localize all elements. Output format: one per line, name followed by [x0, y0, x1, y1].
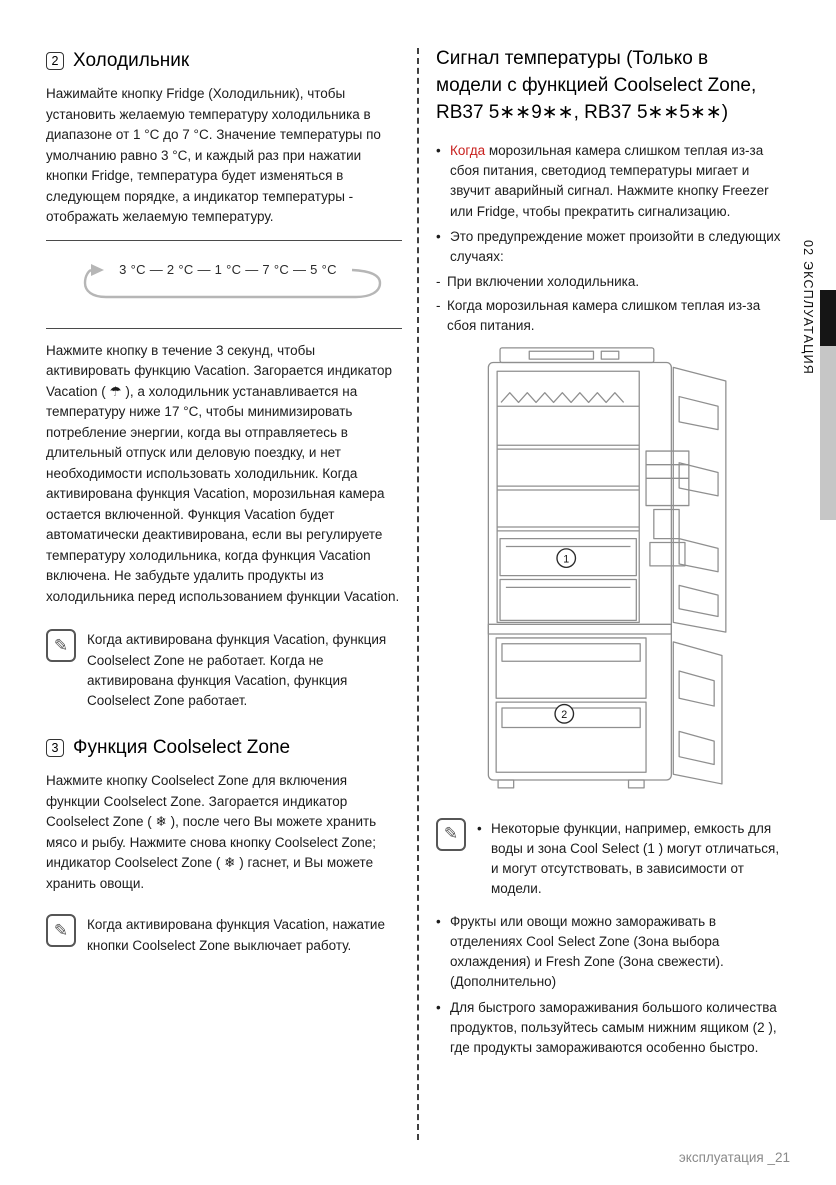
note-text: Некоторые функции, например, емкость для воды и зона Cool Select (1 ) могут отличаться, и могут отсутствовать, в зависимости от модели. — [491, 820, 780, 897]
temperature-sequence-text: 3 °C — 2 °C — 1 °C — 7 °C — 5 °C — [119, 261, 337, 277]
page-footer: эксплуатация _21 — [678, 1150, 790, 1165]
note-body — [477, 818, 786, 900]
note-text: Когда активирована функция Vacation, функция Coolselect Zone не работает. Когда не активирована функция Vacation, функция Coolselect Zone работает. — [87, 632, 387, 709]
chapter-tab-track — [820, 346, 836, 520]
bullet-icon: • — [436, 142, 441, 158]
note-pencil-icon: ✎ — [46, 914, 76, 947]
fast-freeze-text: Для быстрого замораживания большого количества продуктов, пользуйтесь самым нижним ящиком (2 ), где продукты замораживаются особенно быстро. — [450, 999, 777, 1056]
dash-icon: - — [436, 297, 441, 313]
fridge-marker-1: 1 — [563, 553, 570, 566]
alarm-bullet-text — [450, 141, 786, 222]
right-column — [436, 46, 786, 1063]
section-title-coolselect: Функция Coolselect Zone — [73, 737, 291, 759]
bullet-icon: • — [477, 820, 482, 836]
note-vacation-coolselect — [46, 629, 402, 711]
fridge-marker-2: 2 — [561, 709, 568, 722]
fast-freeze-bullet — [436, 998, 786, 1059]
chapter-tab-current-marker — [820, 290, 836, 346]
section-heading-fridge — [46, 50, 402, 72]
note-pencil-icon: ✎ — [436, 818, 466, 851]
bullet-icon: • — [436, 913, 441, 929]
vacation-paragraph: Нажмите кнопку в течение 3 секунд, чтобы активировать функцию Vacation. Загорается индикатор Vacation ( ☂ ), а холодильник устанавливается на температуру ниже 17 °C, чтобы минимизировать потребление энергии, когда вы отправляетесь в длительный отпуск или деловую поездку, и нет необходимости использовать холодильник. Когда активирована функция Vacation, морозильная камера остается включенной. Функция Vacation будет автоматически деактивирована, если вы регулируете температуру холодильника, когда функция Vacation включена. Не забудьте удалить продукты из холодильника перед использованием функции Vacation. — [46, 342, 400, 604]
alarm-bullet — [436, 141, 786, 222]
cycle-arrowhead-icon — [91, 264, 104, 276]
warning-intro-text: Это предупреждение может произойти в следующих случаях: — [450, 228, 781, 265]
note-text: Когда активирована функция Vacation, нажатие кнопки Coolselect Zone выключает работу. — [87, 917, 385, 953]
freeze-zones-text: Фрукты или овощи можно замораживать в отделениях Cool Select Zone (Зона выбора охлаждения) и Fresh Zone (Зона свежести). (Дополнительно) — [450, 913, 724, 990]
coolselect-paragraph: Нажмите кнопку Coolselect Zone для включения функции Coolselect Zone. Загорается индикатор Coolselect Zone ( ❄ ), после чего Вы можете хранить мясо и рыбу. Нажмите снова кнопку Coolselect Zone; индикатор Coolselect Zone ( ❄ ) гаснет, и Вы можете хранить овощи. — [46, 773, 377, 891]
refrigerator-illustration — [465, 344, 757, 801]
section-number-icon: 3 — [46, 739, 64, 757]
chapter-tab-label: 02 ЭКСПЛУАТАЦИЯ — [801, 240, 815, 375]
note-coolselect-vacation — [46, 914, 402, 956]
left-column — [46, 50, 402, 956]
alarm-rest-text: морозильная камера слишком теплая из-за сбоя питания, светодиод температуры мигает и звучит аварийный сигнал. Нажмите кнопку Freezer или Fridge, чтобы прекратить сигнализацию. — [450, 142, 769, 219]
warning-case-text: Когда морозильная камера слишком теплая из-за сбоя питания. — [447, 297, 761, 333]
warning-case-item — [436, 272, 786, 292]
divider-line-bottom — [46, 328, 402, 329]
alarm-lead-word: Когда — [450, 142, 486, 158]
temperature-cycle-arrow — [46, 253, 386, 311]
column-divider — [417, 48, 419, 1140]
temperature-cycle-diagram — [46, 251, 402, 318]
bullet-icon: • — [436, 228, 441, 244]
note-bullet — [477, 819, 786, 900]
temperature-alarm-title: Сигнал температуры (Только в модели с функцией Coolselect Zone, RB37 5∗∗9∗∗, RB37 5∗∗5∗∗) — [436, 48, 757, 123]
divider-line-top — [46, 240, 402, 241]
warning-case-text: При включении холодильника. — [447, 274, 640, 290]
note-model-variations — [436, 818, 786, 900]
freeze-zones-bullet — [436, 912, 786, 993]
section-title-fridge: Холодильник — [73, 50, 190, 71]
warning-case-item — [436, 296, 786, 337]
dash-icon: - — [436, 274, 441, 290]
warning-bullet — [436, 227, 786, 268]
note-pencil-icon: ✎ — [46, 629, 76, 662]
section-heading-coolselect — [46, 737, 402, 759]
fridge-intro-paragraph: Нажимайте кнопку Fridge (Холодильник), чтобы установить желаемую температуру холодильника в диапазоне от 1 °C до 7 °C. Значение температуры по умолчанию равно 3 °C, и каждый раз при нажатии кнопки Fridge, температура будет изменяться в следующем порядке, а индикатор температуры - отображать желаемую температуру. — [46, 86, 381, 225]
section-number-icon: 2 — [46, 52, 64, 70]
bullet-icon: • — [436, 999, 441, 1015]
